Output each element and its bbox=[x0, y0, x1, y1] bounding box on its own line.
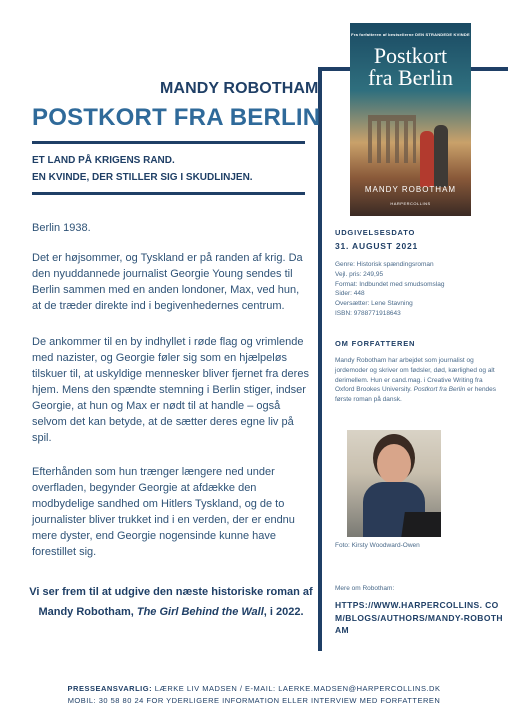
synopsis-paragraph-4: Efterhånden som hun trænger længere ned under overfladen, begynder Georgie at afdække den modbydelige sandhed om Hitlers Tyskland, og de to journalister bliver trukket ind i en verden, der er endnu mere dyster, end Georgie nogensinde kunne have forestillet sig. bbox=[32, 466, 295, 558]
tagline-1: ET LAND PÅ KRIGENS RAND. bbox=[32, 155, 175, 166]
detail-genre: Genre: Historisk spændingsroman bbox=[335, 261, 434, 268]
more-about-label: Mere om Robotham: bbox=[335, 585, 395, 592]
title-divider bbox=[32, 141, 305, 144]
cover-publisher: HARPERCOLLINS bbox=[390, 201, 431, 206]
cover-author: MANDY ROBOTHAM bbox=[364, 185, 457, 194]
closing-line-1: Vi ser frem til at udgive den næste historiske roman af bbox=[29, 586, 313, 598]
cover-tagline: Fra forfatteren af bestsellerne DEN STRANDEDE KVINDE bbox=[351, 32, 470, 37]
bio-main: Mandy Robotham har arbejdet som journalist og jordemoder og skriver om fødsler, død, kærlighed og alt derimellem. Hun er cand.mag. i Creative Writing fra Oxford Brookes University. bbox=[335, 357, 495, 394]
author-photo-head bbox=[377, 444, 411, 484]
release-label: UDGIVELSESDATO bbox=[335, 228, 416, 237]
book-cover-image bbox=[350, 23, 471, 216]
synopsis-paragraph-1: Berlin 1938. bbox=[32, 222, 91, 234]
closing-tail: , i 2022. bbox=[263, 606, 304, 618]
tagline-divider bbox=[32, 192, 305, 195]
closing-author: Mandy Robotham, bbox=[38, 606, 134, 618]
press-phone-line: MOBIL: 30 58 80 24 FOR YDERLIGERE INFORMATION ELLER INTERVIEW MED FORFATTEREN bbox=[67, 696, 441, 705]
cover-title-line-1: Postkort bbox=[373, 43, 448, 68]
closing-announcement bbox=[26, 582, 316, 622]
press-contact-details: LÆRKE LIV MADSEN / E-MAIL: LAERKE.MADSEN@HARPERCOLLINS.DK bbox=[154, 684, 441, 693]
press-contact-line bbox=[0, 684, 508, 693]
about-author-label: OM FORFATTEREN bbox=[335, 339, 416, 348]
author-photo bbox=[347, 430, 441, 537]
cover-title-line-2: fra Berlin bbox=[368, 65, 453, 90]
frame-left-rule bbox=[318, 67, 322, 651]
book-details bbox=[335, 260, 503, 319]
detail-format: Format: Indbundet med smudsomslag bbox=[335, 280, 445, 288]
author-bio bbox=[335, 356, 497, 405]
release-date: 31. AUGUST 2021 bbox=[335, 241, 419, 251]
closing-next-book: The Girl Behind the Wall bbox=[136, 606, 264, 618]
bio-book-title: Postkort fra Berlin bbox=[413, 386, 466, 394]
detail-translator: Oversætter: Lene Stavning bbox=[335, 300, 413, 308]
photo-credit: Foto: Kirsty Woodward-Owen bbox=[335, 542, 420, 549]
author-url-link[interactable]: HTTPS://WWW.HARPERCOLLINS. COM/BLOGS/AUTHORS/MANDY-ROBOTHAM bbox=[335, 600, 503, 635]
author-photo-laptop bbox=[401, 512, 441, 537]
bio-tail: er hendes første roman på dansk. bbox=[335, 386, 497, 404]
brandenburg-gate-illustration bbox=[368, 115, 416, 163]
author-name: MANDY ROBOTHAM bbox=[160, 80, 319, 97]
detail-isbn: ISBN: 9788771918643 bbox=[335, 309, 401, 317]
press-contact-label: PRESSEANSVARLIG: bbox=[67, 684, 153, 693]
closing-line-2 bbox=[26, 602, 316, 622]
man-figure-illustration bbox=[434, 125, 448, 187]
book-title: POSTKORT FRA BERLIN bbox=[32, 104, 321, 131]
detail-price: Vejl. pris: 249,95 bbox=[335, 270, 384, 278]
cover-title bbox=[350, 45, 471, 89]
woman-figure-illustration bbox=[420, 131, 434, 187]
synopsis-paragraph-3: De ankommer til en by indhyllet i røde flag og vrimlende med nazister, og Georgie føler sig som en hjælpeløs tilskuer til, at uskyldige mennesker bliver fjernet fra deres hjem. Mens den spændte stemning i Berlin stiger, indser Georgie, at hun og Max er nødt til at handle – også selvom det kan betyde, at de sætter deres egne liv på spil. bbox=[32, 336, 309, 444]
tagline-2: EN KVINDE, DER STILLER SIG I SKUDLINJEN. bbox=[32, 172, 253, 183]
detail-pages: Sider: 448 bbox=[335, 290, 365, 298]
synopsis-paragraph-2: Det er højsommer, og Tyskland er på randen af krig. Da den nyuddannede journalist Georgie Young sendes til Berlin sammen med en anden londoner, Max, ved hun, at de træder direkte ind i begivenhedernes centrum. bbox=[32, 252, 303, 312]
